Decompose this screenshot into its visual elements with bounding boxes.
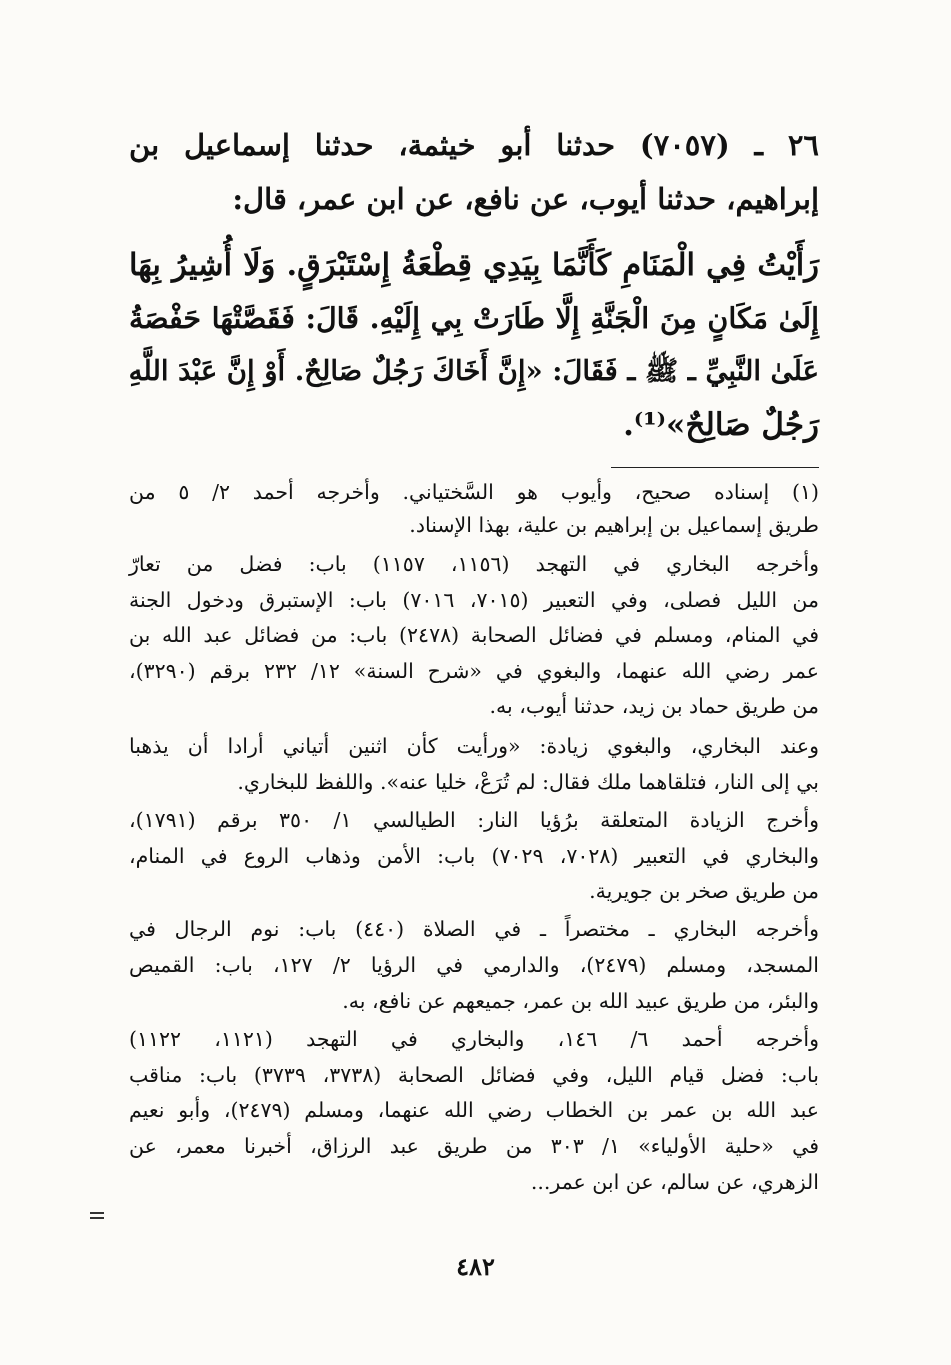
footnote-line-7: من طريق حماد بن زيد، حدثنا أيوب، به.: [489, 694, 819, 718]
footnote-line-10: وأخرج الزيادة المتعلقة برُؤيا النار: الطيالسي ١/ ٣٥٠ برقم (١٧٩١)،: [129, 808, 819, 832]
footnote-line-14: المسجد، ومسلم (٢٤٧٩)، والدارمي في الرؤيا ٢/ ١٢٧، باب: القميص: [129, 953, 819, 977]
footnote-line-16: وأخرجه أحمد ٦/ ١٤٦، والبخاري في التهجد (١١٢١، ١١٢٢): [129, 1027, 819, 1051]
footnote-line-18: عبد الله بن عمر بن الخطاب رضي الله عنهما، ومسلم (٢٤٧٩)، وأبو نعيم: [129, 1098, 819, 1122]
hadith-text-line-1: رَأَيْتُ فِي الْمَنَامِ كَأَنَّمَا بِيَدِي قِطْعَةُ إِسْتَبْرَقٍ. وَلَا أُشِيرُ بِهَا: [129, 247, 819, 283]
footnote-line-17: باب: فضل قيام الليل، وفي فضائل الصحابة (٣٧٣٨، ٣٧٣٩) باب: مناقب: [129, 1063, 819, 1087]
footnote-line-6: عمر رضي الله عنهما، والبغوي في «شرح السنة» ١٢/ ٢٣٢ برقم (٣٢٩٠)،: [129, 659, 819, 683]
footnote-separator: [611, 467, 819, 468]
footnote-line-20: الزهري، عن سالم، عن ابن عمر...: [530, 1170, 819, 1194]
hadith-text-line-2: إِلَىٰ مَكَانٍ مِنَ الْجَنَّةِ إِلَّا طَارَتْ بِي إِلَيْهِ. قَالَ: فَقَصَّتْهَا حَفْصَةُ: [129, 301, 819, 335]
margin-mark: [90, 1212, 104, 1214]
hadith-text-line-3: عَلَىٰ النَّبِيِّ ـ ﷺ ـ فَقَالَ: «إِنَّ أَخَاكَ رَجُلٌ صَالِحٌ. أَوْ إِنَّ عَبْدَ اللَّهِ: [128, 355, 819, 387]
footnote-line-19: في «حلية الأولياء» ١/ ٣٠٣ من طريق عبد الرزاق، أخبرنا معمر، عن: [129, 1134, 819, 1158]
footnote-line-2: طريق إسماعيل بن إبراهيم بن علية، بهذا الإسناد.: [409, 513, 819, 537]
hadith-chain-line-1: ٢٦ ـ (٧٠٥٧) حدثنا أبو خيثمة، حدثنا إسماعيل بن: [129, 128, 819, 162]
hadith-text-line-4: رَجُلٌ صَالِحٌ»⁽¹⁾.: [623, 407, 819, 443]
footnote-line-3: وأخرجه البخاري في التهجد (١١٥٦، ١١٥٧) باب: فضل من تعارّ: [129, 552, 819, 576]
footnote-line-1: (١) إسناده صحيح، وأيوب هو السَّختياني. وأخرجه أحمد ٢/ ٥ من: [129, 480, 819, 504]
footnote-line-12: من طريق صخر بن جويرية.: [589, 879, 819, 903]
footnote-line-13: وأخرجه البخاري ـ مختصراً ـ في الصلاة (٤٤٠) باب: نوم الرجال في: [129, 917, 819, 941]
hadith-chain-line-2: إبراهيم، حدثنا أيوب، عن نافع، عن ابن عمر، قال:: [232, 182, 819, 216]
footnote-line-8: وعند البخاري، والبغوي زيادة: «ورأيت كأن اثنين أتياني أرادا أن يذهبا: [129, 734, 819, 758]
footnote-line-15: والبئر، من طريق عبيد الله بن عمر، جميعهم عن نافع، به.: [342, 989, 819, 1013]
footnote-line-11: والبخاري في التعبير (٧٠٢٨، ٧٠٢٩) باب: الأمن وذهاب الروع في المنام،: [129, 844, 819, 868]
page-number: ٤٨٢: [456, 1252, 495, 1281]
footnote-line-5: في المنام، ومسلم في فضائل الصحابة (٢٤٧٨) باب: من فضائل عبد الله بن: [129, 623, 819, 647]
footnote-line-9: بي إلى النار، فتلقاهما ملك فقال: لم تُرَعْ، خليا عنه». واللفظ للبخاري.: [237, 770, 819, 794]
footnote-line-4: من الليل فصلى، وفي التعبير (٧٠١٥، ٧٠١٦) باب: الإستبرق ودخول الجنة: [129, 588, 819, 612]
